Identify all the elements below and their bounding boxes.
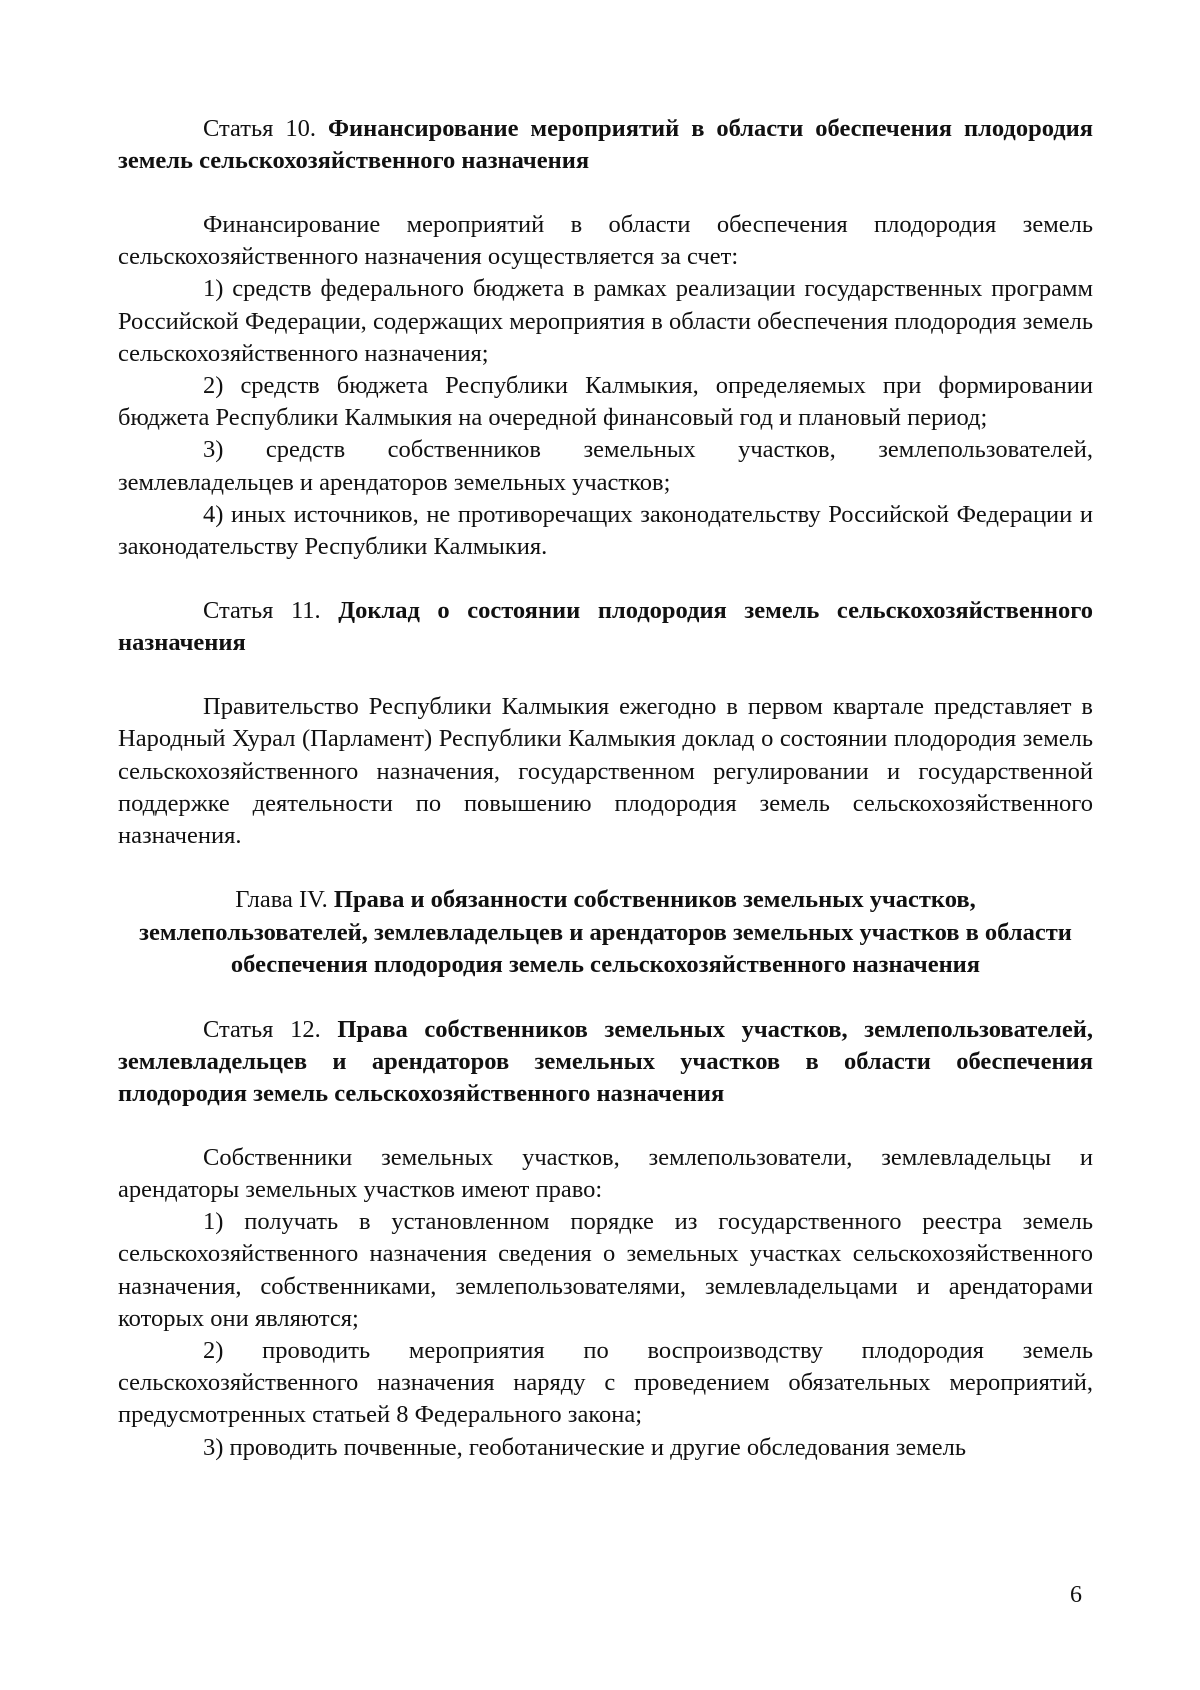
article-12-item-3: 3) проводить почвенные, геоботанические и другие обследования земель <box>203 1433 967 1461</box>
article-12-label: Статья 12. <box>203 1015 321 1043</box>
article-12-paragraph: Собственники земельных участков, землепользователи, землевладельцы и арендаторы земельных участков имеют право: <box>118 1143 1093 1203</box>
chapter-4-title: Права и обязанности собственников земельных участков, землепользователей, землевладельцев и арендаторов земельных участков в области обеспечения плодородия земель сельскохозяйственного назначения <box>139 886 1072 979</box>
article-12-heading <box>118 1014 1093 1110</box>
chapter-4-heading <box>118 884 1093 982</box>
article-10-title: Финансирование мероприятий в области обеспечения плодородия земель сельскохозяйственного назначения <box>118 115 1094 174</box>
article-11-heading <box>118 595 1093 659</box>
article-11-label: Статья 11. <box>203 597 321 625</box>
document-page <box>118 113 1093 1464</box>
article-10-item-3: 3) средств собственников земельных участков, землепользователей, землевладельцев и арендаторов земельных участков; <box>118 436 1093 496</box>
article-10-item-2: 2) средств бюджета Республики Калмыкия, определяемых при формировании бюджета Республики Калмыкия на очередной финансовый год и плановый период; <box>118 372 1093 432</box>
article-12-title: Права собственников земельных участков, землепользователей, землевладельцев и арендаторов земельных участков в области обеспечения плодородия земель сельскохозяйственного назначения <box>118 1015 1094 1107</box>
article-10-paragraph: Финансирование мероприятий в области обеспечения плодородия земель сельскохозяйственного назначения осуществляется за счет: <box>118 211 1093 271</box>
chapter-4-label: Глава IV. <box>235 886 328 914</box>
article-11-paragraph: Правительство Республики Калмыкия ежегодно в первом квартале представляет в Народный Хурал (Парламент) Республики Калмыкия доклад о состоянии плодородия земель сельскохозяйственного назначения, государственном регулировании и государственной поддержке деятельности по повышению плодородия земель сельскохозяйственного назначения. <box>118 693 1093 850</box>
article-12-item-2: 2) проводить мероприятия по воспроизводству плодородия земель сельскохозяйственного назначения наряду с проведением обязательных мероприятий, предусмотренных статьей 8 Федерального закона; <box>118 1336 1093 1429</box>
article-11-title: Доклад о состоянии плодородия земель сельскохозяйственного назначения <box>118 597 1093 657</box>
article-10-heading <box>118 113 1093 177</box>
article-10-item-1: 1) средств федерального бюджета в рамках реализации государственных программ Российской Федерации, содержащих мероприятия в области обеспечения плодородия земель сельскохозяйственного назначения; <box>118 275 1093 367</box>
article-10-label: Статья 10. <box>203 115 317 142</box>
article-12-item-1: 1) получать в установленном порядке из государственного реестра земель сельскохозяйственного назначения сведения о земельных участках сельскохозяйственного назначения, собственниками, землепользователями, землевладельцами и арендаторами которых они являются; <box>118 1208 1093 1332</box>
page-number: 6 <box>1070 1582 1082 1608</box>
article-10-item-4: 4) иных источников, не противоречащих законодательству Российской Федерации и законодательству Республики Калмыкия. <box>118 500 1093 561</box>
